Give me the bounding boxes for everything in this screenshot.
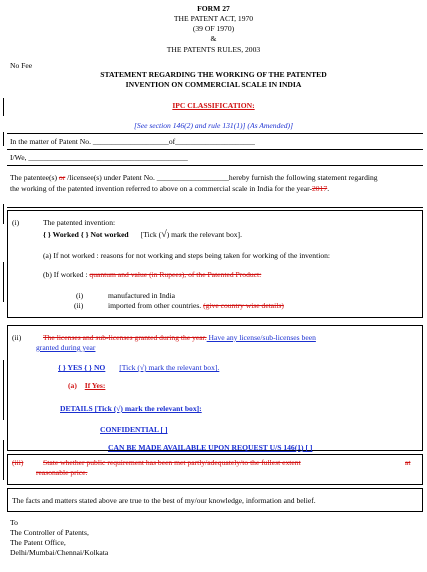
patentee-name-blank[interactable]: _____________________: [175, 137, 255, 146]
struck-quantum: quantum and value (in Rupees), of the Patented Product:: [89, 270, 262, 279]
manufactured-in-india: manufactured in India: [108, 291, 176, 300]
year-sentence: the working of the patented invention referred to above on a commercial scale in India for the year-: [10, 184, 312, 193]
public-requirement-line1: State whether public requirement has been met partly/adequately/to the fullest extent: [43, 458, 301, 467]
item-a-label: (a): [68, 381, 77, 390]
matter-of: of: [168, 137, 176, 146]
margin-bar: [3, 132, 4, 146]
license-line1: [43, 333, 316, 342]
yes-no-line: [58, 363, 219, 372]
margin-bar: [3, 98, 4, 116]
margin-bar: [3, 440, 4, 480]
ipc-classification: IPC CLASSIFICATION:: [172, 101, 255, 110]
facts-box: [7, 488, 423, 512]
iwe-line: [10, 153, 188, 162]
item-b-worked: [43, 270, 261, 279]
rules-title: THE PATENTS RULES, 2003: [166, 45, 261, 54]
statement-title-line2: INVENTION ON COMMERCIAL SCALE IN INDIA: [125, 80, 302, 89]
address-cities: Delhi/Mumbai/Chennai/Kolkata: [10, 548, 109, 557]
patent-number-blank[interactable]: ____________________: [92, 137, 169, 146]
address-office: The Patent Office,: [10, 538, 66, 547]
details-line: DETAILS [Tick (√) mark the relevant box]:: [60, 404, 202, 413]
patentee-line1: [10, 173, 420, 182]
struck-country-details: (give country wise details): [203, 301, 284, 310]
if-yes-line: [68, 381, 105, 390]
license-question-cont: granted during year: [36, 343, 96, 352]
facts-statement: The facts and matters stated above are true to the best of my/our knowledge, information and belief.: [12, 496, 316, 505]
form-number: FORM 27: [197, 4, 230, 13]
if-yes-label: If Yes:: [84, 381, 106, 390]
matter-prefix: In the matter of Patent No.: [10, 137, 91, 146]
struck-or: or: [58, 173, 66, 182]
section-iii-box: [7, 454, 423, 485]
confidential-option[interactable]: CONFIDENTIAL [ ]: [100, 425, 168, 434]
margin-bar: [3, 204, 4, 224]
sub-ii-number: (ii): [74, 301, 84, 310]
at-word: at: [405, 458, 411, 467]
margin-bar: [3, 262, 4, 302]
period: .: [327, 184, 330, 193]
patentee-line2: [10, 184, 329, 193]
iwe-label: I/We,: [10, 153, 27, 162]
section-iii-number: (iii): [12, 458, 24, 467]
act-number: (39 OF 1970): [192, 24, 235, 33]
patent-matter-line: [10, 137, 255, 146]
sub-i-number: (i): [76, 291, 84, 300]
divider: [7, 149, 423, 150]
divider: [7, 207, 423, 208]
worked-options[interactable]: { } Worked { } Not worked: [43, 230, 129, 239]
if-worked-text: (b) If worked :: [43, 270, 90, 279]
patentee-text: The patentee(s): [10, 173, 59, 182]
section-ii-box: [7, 325, 423, 451]
section-i-box: [7, 210, 423, 318]
margin-bar: [3, 360, 4, 420]
imported-line: [108, 301, 284, 310]
act-title: THE PATENT ACT, 1970: [173, 14, 254, 23]
fee-note: No Fee: [10, 61, 33, 70]
address-controller: The Controller of Patents,: [10, 528, 89, 537]
address-to: To: [10, 518, 18, 527]
patented-invention-label: The patented invention:: [43, 218, 116, 227]
section-ii-number: (ii): [12, 333, 22, 342]
struck-year: 2017: [312, 184, 328, 193]
statement-title-line1: STATEMENT REGARDING THE WORKING OF THE PATENTED: [100, 70, 327, 79]
yes-no-tick-instruction: [Tick (√) mark the relevant box].: [119, 363, 220, 372]
item-a-not-worked: (a) If not worked : reasons for not working and steps being taken for working of the invention:: [43, 251, 331, 260]
public-requirement-line2: reasonable price.: [36, 468, 88, 477]
tick-post: ) mark the relevant box].: [166, 230, 242, 239]
imported-text: imported from other countries.: [108, 301, 204, 310]
yes-no-options[interactable]: { } YES { } NO: [58, 363, 106, 372]
furnish-text: hereby furnish the following statement regarding: [228, 173, 378, 182]
tick-mark-icon: √: [161, 229, 167, 240]
ampersand: &: [210, 34, 217, 43]
license-question: Have any license/sub-licenses been: [206, 333, 316, 342]
licensee-text: /licensee(s) under Patent No.: [65, 173, 157, 182]
divider: [7, 165, 423, 166]
patent-no-blank[interactable]: ___________________: [156, 173, 229, 182]
iwe-name-blank[interactable]: __________________________________________: [28, 153, 188, 162]
struck-licenses: The licenses and sub-licenses granted during the year.: [43, 333, 207, 342]
tick-pre: [Tick (: [140, 230, 162, 239]
worked-line: [43, 229, 242, 240]
available-on-request-option[interactable]: CAN BE MADE AVAILABLE UPON REQUEST U/S 146(1) [ ]: [108, 443, 313, 452]
divider: [7, 133, 423, 134]
section-reference: [See section 146(2) and rule 131(1)] (As Amended)]: [133, 121, 294, 130]
section-i-number: (i): [12, 218, 20, 227]
